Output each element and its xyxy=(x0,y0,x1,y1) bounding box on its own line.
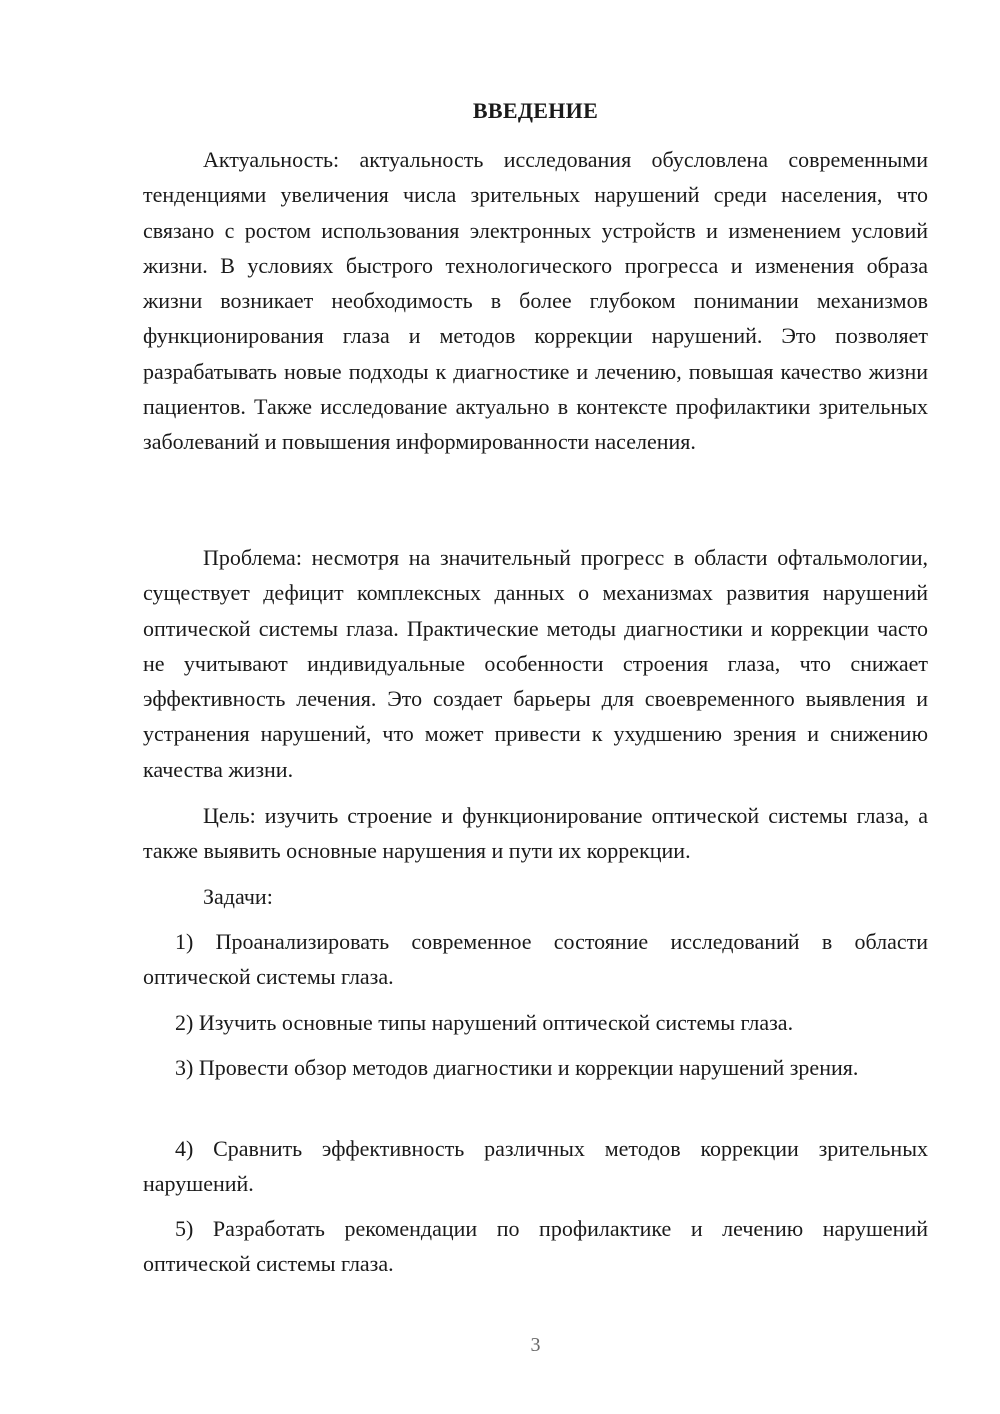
task-item: 1) Проанализировать современное состояние исследований в области оптической системы глаза. xyxy=(143,929,928,990)
task-item: 3) Провести обзор методов диагностики и коррекции нарушений зрения. xyxy=(175,1055,859,1080)
task-item: 2) Изучить основные типы нарушений оптической системы глаза. xyxy=(175,1010,794,1035)
page-number: 3 xyxy=(530,1334,541,1356)
paragraph-tasks-label: Задачи: xyxy=(203,884,273,909)
section-heading: ВВЕДЕНИЕ xyxy=(472,98,599,123)
task-item: 4) Сравнить эффективность различных методов коррекции зрительных нарушений. xyxy=(143,1136,928,1197)
paragraph-relevance: Актуальность: актуальность исследования обусловлена современными тенденциями увеличения числа зрительных нарушений среди населения, что связано с ростом использования электронных устройств и изменением условий жизни. В условиях быстрого технологического прогресса и изменения образа жизни возникает необходимость в более глубоком понимании механизмов функционирования глаза и методов коррекции нарушений. Это позволяет разрабатывать новые подходы к диагностике и лечению, повышая качество жизни пациентов. Также исследование актуально в контексте профилактики зрительных заболеваний и повышения информированности населения. xyxy=(143,147,928,455)
document-page xyxy=(143,0,928,1414)
task-item: 5) Разработать рекомендации по профилактике и лечению нарушений оптической системы глаза. xyxy=(143,1216,928,1277)
paragraph-goal: Цель: изучить строение и функционирование оптической системы глаза, а также выявить основные нарушения и пути их коррекции. xyxy=(143,803,928,864)
paragraph-problem: Проблема: несмотря на значительный прогресс в области офтальмологии, существует дефицит комплексных данных о механизмах развития нарушений оптической системы глаза. Практические методы диагностики и коррекции часто не учитывают индивидуальные особенности строения глаза, что снижает эффективность лечения. Это создает барьеры для своевременного выявления и устранения нарушений, что может привести к ухудшению зрения и снижению качества жизни. xyxy=(143,545,928,782)
